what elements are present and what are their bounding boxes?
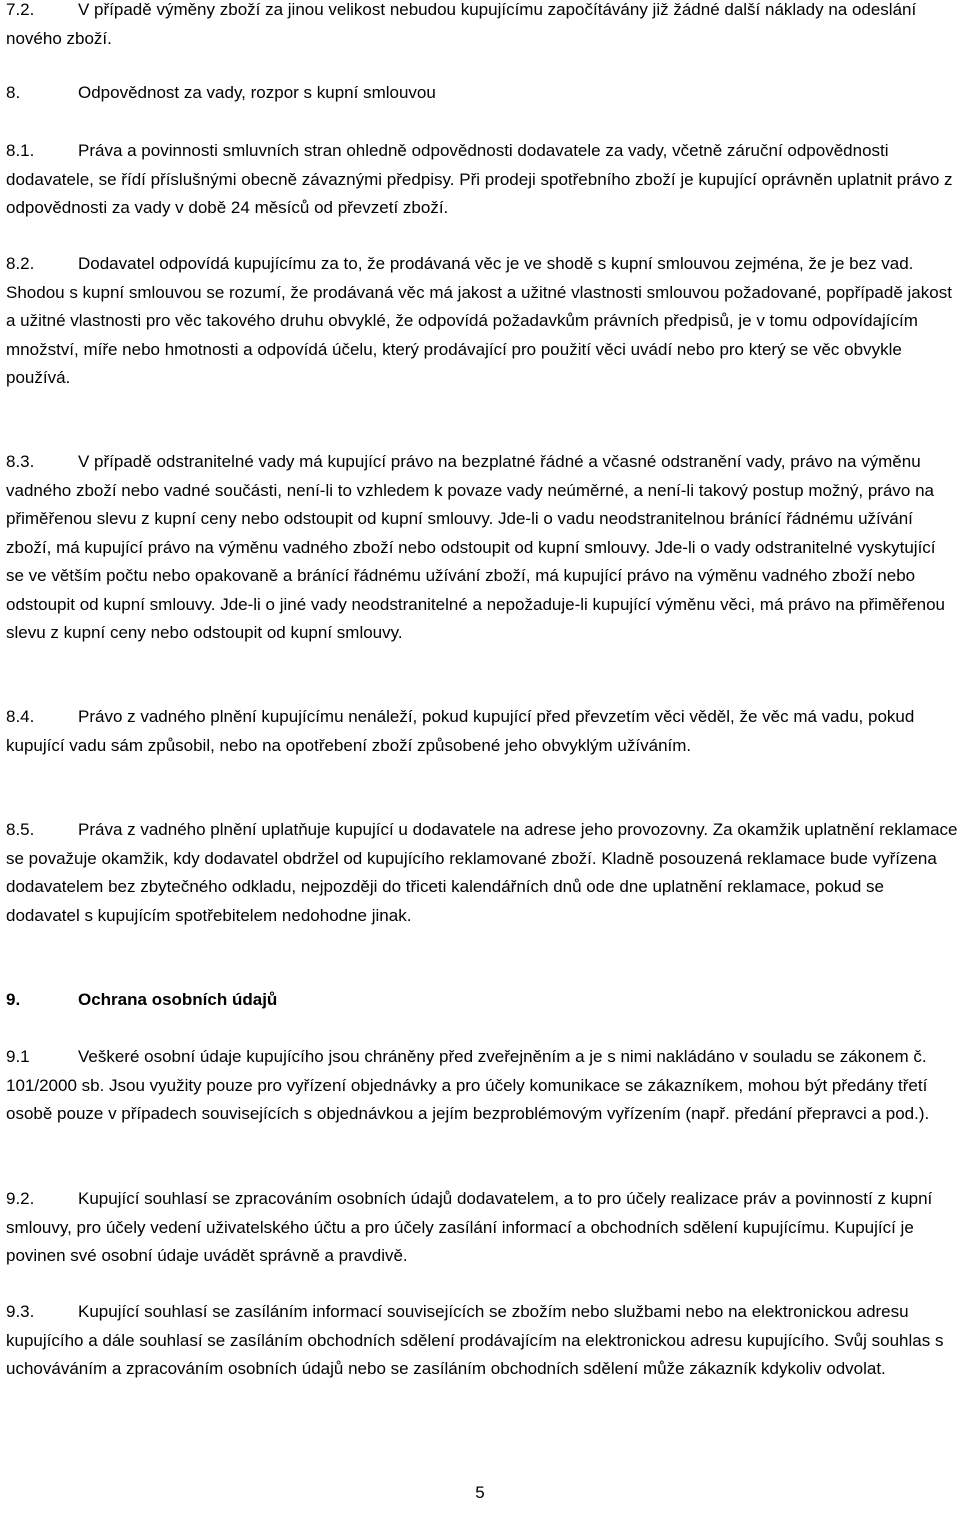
clause-text: Kupující souhlasí se zasíláním informací souvisejících se zbožím nebo službami nebo na elektronickou adresu kupujícího a dále souhlasí se zasíláním obchodních sdělení prodávajícím na elektronickou adresu kupujícího. Svůj souhlas s uchováváním a zpracováním osobních údajů nebo se zasíláním obchodních sdělení může zákazník kdykoliv odvolat. xyxy=(6,1302,944,1378)
clause-8-4 xyxy=(6,703,958,760)
clause-9-2 xyxy=(6,1185,958,1271)
heading-number: 8. xyxy=(6,83,21,102)
clause-8-3 xyxy=(6,448,958,648)
clause-text: Práva z vadného plnění uplatňuje kupující u dodavatele na adrese jeho provozovny. Za okamžik uplatnění reklamace se považuje okamžik, kdy dodavatel obdržel od kupujícího reklamované zboží. Kladně posouzená reklamace bude vyřízena dodavatelem bez zbytečného odkladu, nejpozději do třiceti kalendářních dnů ode dne uplatnění reklamace, pokud se dodavatel s kupujícím spotřebitelem nedohodne jinak. xyxy=(6,820,958,925)
section-heading-9 xyxy=(6,986,277,1015)
clause-number: 8.4. xyxy=(6,707,35,726)
clause-number: 8.2. xyxy=(6,254,35,273)
clause-text: V případě odstranitelné vady má kupující právo na bezplatné řádné a včasné odstranění vady, právo na výměnu vadného zboží nebo vadné součásti, není-li to vzhledem k povaze vady neúměrné, a není-li takový postup možný, právo na přiměřenou slevu z kupní ceny nebo odstoupit od kupní smlouvy. Jde-li o vadu neodstranitelnou bránící řádnému užívání zboží, má kupující právo na výměnu vadného zboží nebo odstoupit od kupní smlouvy. Jde-li o vady odstranitelné vyskytující se ve větším počtu nebo opakovaně a bránící řádnému užívání zboží, má kupující právo na výměnu vadného zboží nebo odstoupit od kupní smlouvy. Jde-li o jiné vady neodstranitelné a nepožaduje-li kupující výměnu věci, má právo na přiměřenou slevu z kupní ceny nebo odstoupit od kupní smlouvy. xyxy=(6,452,945,642)
clause-7-2 xyxy=(6,0,958,53)
page-number: 5 xyxy=(475,1483,485,1502)
clause-text: V případě výměny zboží za jinou velikost nebudou kupujícímu započítávány již žádné další náklady na odeslání nového zboží. xyxy=(6,0,917,48)
clause-text: Veškeré osobní údaje kupujícího jsou chráněny před zveřejněním a je s nimi nakládáno v souladu se zákonem č. 101/2000 sb. Jsou využity pouze pro vyřízení objednávky a pro účely komunikace se zákazníkem, mohou být předány třetí osobě pouze v případech souvisejících s objednávkou a jejím bezproblémovým vyřízením (např. předání přepravci a pod.). xyxy=(6,1047,930,1123)
clause-9-1 xyxy=(6,1043,958,1129)
clause-number: 9.3. xyxy=(6,1302,35,1321)
heading-title: Odpovědnost za vady, rozpor s kupní smlouvou xyxy=(78,83,436,102)
clause-number: 9.1 xyxy=(6,1047,30,1066)
clause-text: Práva a povinnosti smluvních stran ohledně odpovědnosti dodavatele za vady, včetně záruční odpovědnosti dodavatele, se řídí příslušnými obecně závaznými předpisy. Při prodeji spotřebního zboží je kupující oprávněn uplatnit právo z odpovědnosti za vady v době 24 měsíců od převzetí zboží. xyxy=(6,141,953,217)
clause-9-3 xyxy=(6,1298,958,1384)
clause-number: 8.1. xyxy=(6,141,35,160)
clause-number: 9.2. xyxy=(6,1189,35,1208)
clause-8-5 xyxy=(6,816,958,930)
clause-text: Právo z vadného plnění kupujícímu nenáleží, pokud kupující před převzetím věci věděl, že věc má vadu, pokud kupující vadu sám způsobil, nebo na opotřebení zboží způsobené jeho obvyklým užíváním. xyxy=(6,707,915,755)
clause-8-2 xyxy=(6,250,958,393)
clause-text: Kupující souhlasí se zpracováním osobních údajů dodavatelem, a to pro účely realizace práv a povinností z kupní smlouvy, pro účely vedení uživatelského účtu a pro účely zasílání informací a obchodních sdělení kupujícímu. Kupující je povinen své osobní údaje uvádět správně a pravdivě. xyxy=(6,1189,933,1265)
clause-number: 7.2. xyxy=(6,0,35,19)
section-heading-8 xyxy=(6,79,436,108)
clause-number: 8.3. xyxy=(6,452,35,471)
heading-title: Ochrana osobních údajů xyxy=(78,990,278,1009)
clause-8-1 xyxy=(6,137,958,223)
clause-text: Dodavatel odpovídá kupujícímu za to, že prodávaná věc je ve shodě s kupní smlouvou zejména, že je bez vad. Shodou s kupní smlouvou se rozumí, že prodávaná věc má jakost a užitné vlastnosti smlouvou požadované, popřípadě jakost a užitné vlastnosti pro věc takového druhu obvyklé, že odpovídá požadavkům právních předpisů, je v tomu odpovídajícím množství, míře nebo hmotnosti a odpovídá účelu, který prodávající pro použití věci uvádí nebo pro který se věc obvykle používá. xyxy=(6,254,952,387)
heading-number: 9. xyxy=(6,990,21,1009)
clause-number: 8.5. xyxy=(6,820,35,839)
